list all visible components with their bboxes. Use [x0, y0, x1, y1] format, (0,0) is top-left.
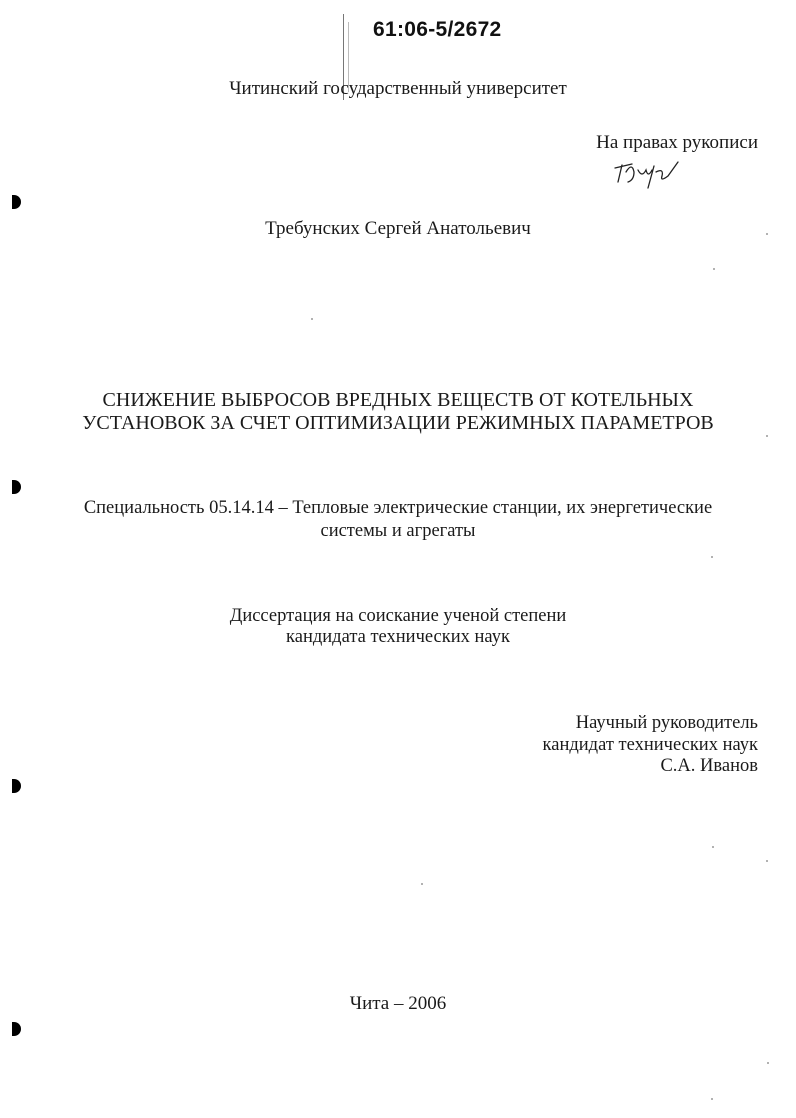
binder-mark	[12, 779, 21, 793]
scan-speck	[766, 233, 768, 235]
binder-mark	[12, 195, 21, 209]
scan-speck	[767, 1062, 769, 1064]
specialty-line: Специальность 05.14.14 – Тепловые электрические станции, их энергетические	[83, 498, 713, 518]
scan-speck	[421, 883, 423, 885]
manuscript-rights-note: На правах рукописи	[596, 132, 758, 153]
archive-stamp-code: 61:06-5/2672	[373, 18, 502, 41]
scan-speck	[713, 268, 715, 270]
title-line: УСТАНОВОК ЗА СЧЕТ ОПТИМИЗАЦИИ РЕЖИМНЫХ ПАРАМЕТРОВ	[82, 412, 714, 434]
scan-speck	[766, 860, 768, 862]
title-line: СНИЖЕНИЕ ВЫБРОСОВ ВРЕДНЫХ ВЕЩЕСТВ ОТ КОТЕЛЬНЫХ	[102, 389, 694, 411]
scan-speck	[311, 318, 313, 320]
binder-mark	[12, 1022, 21, 1036]
scan-speck	[711, 556, 713, 558]
advisor-degree: кандидат технических наук	[542, 734, 758, 755]
advisor-role: Научный руководитель	[575, 713, 758, 733]
degree-line: Диссертация на соискание ученой степени	[229, 606, 567, 626]
specialty	[0, 497, 796, 543]
university-name: Читинский государственный университет	[229, 78, 567, 99]
city-year: Чита – 2006	[349, 993, 447, 1014]
scientific-advisor	[543, 713, 758, 778]
specialty-line: системы и агрегаты	[320, 521, 476, 541]
binder-mark	[12, 480, 21, 494]
scan-speck	[766, 435, 768, 437]
dissertation-title	[0, 389, 796, 435]
degree-statement	[0, 606, 796, 648]
author-name: Требунских Сергей Анатольевич	[265, 218, 531, 239]
advisor-name: С.А. Иванов	[660, 756, 758, 776]
scan-speck	[712, 846, 714, 848]
degree-line: кандидата технических наук	[286, 627, 510, 647]
handwritten-signature	[612, 158, 682, 192]
scan-speck	[711, 1098, 713, 1100]
